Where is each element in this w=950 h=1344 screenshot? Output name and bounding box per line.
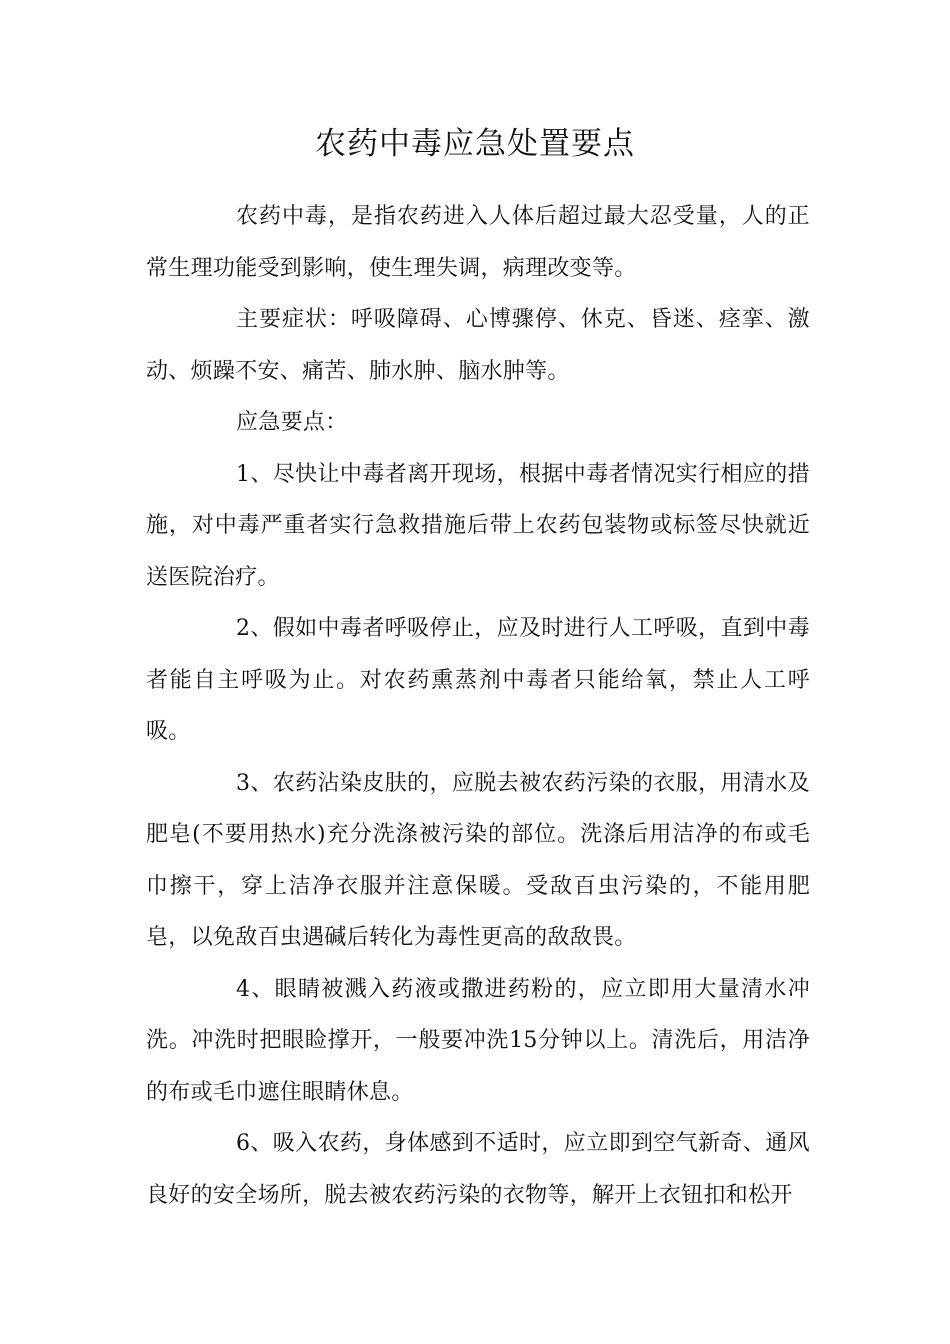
- paragraph-definition: 农药中毒，是指农药进入人体后超过最大忍受量，人的正常生理功能受到影响，使生理失调，病理改变等。: [146, 204, 810, 281]
- paragraph-step-6: 6、吸入农药，身体感到不适时，应立即到空气新奇、通风良好的安全场所，脱去被农药污染的衣物等，解开上衣钮扣和松开: [146, 1131, 810, 1208]
- document-title: 农药中毒应急处置要点: [315, 126, 635, 162]
- paragraph-symptoms: 主要症状：呼吸障碍、心博骤停、休克、昏迷、痉挛、激动、烦躁不安、痛苦、肺水肿、脑水肿等。: [146, 307, 810, 384]
- paragraph-step-2: 2、假如中毒者呼吸停止，应及时进行人工呼吸，直到中毒者能自主呼吸为止。对农药熏蒸剂中毒者只能给氧，禁止人工呼吸。: [146, 616, 810, 744]
- paragraph-step-3: 3、农药沾染皮肤的，应脱去被农药污染的衣服，用清水及肥皂(不要用热水)充分洗涤被污染的部位。洗涤后用洁净的布或毛巾擦干，穿上洁净衣服并注意保暖。受敌百虫污染的，不能用肥皂，以免敌百虫遇碱后转化为毒性更高的敌敌畏。: [146, 770, 810, 950]
- paragraph-emergency-heading: 应急要点：: [236, 410, 348, 435]
- paragraph-step-4: 4、眼睛被溅入药液或撒进药粉的，应立即用大量清水冲洗。冲洗时把眼睑撑开，一般要冲洗15分钟以上。清洗后，用洁净的布或毛巾遮住眼睛休息。: [146, 976, 810, 1105]
- paragraph-step-1: 1、尽快让中毒者离开现场，根据中毒者情况实行相应的措施，对中毒严重者实行急救措施后带上农药包装物或标签尽快就近送医院治疗。: [146, 461, 810, 590]
- document-body: [146, 191, 810, 1221]
